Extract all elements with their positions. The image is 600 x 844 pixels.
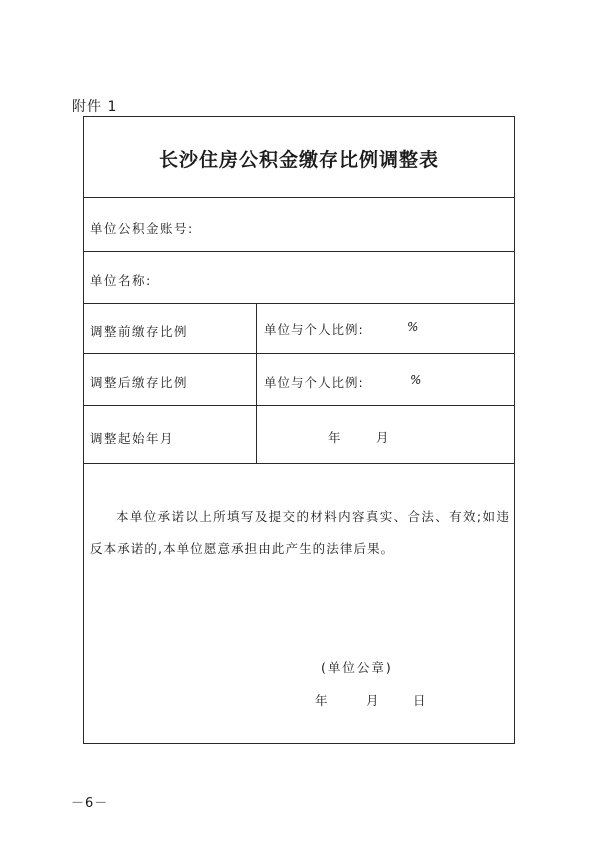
- column-divider: [256, 406, 257, 463]
- before-percent-sign: %: [407, 320, 419, 334]
- unit-name-row: [84, 252, 514, 304]
- unit-seal-label: (单位公章): [321, 660, 393, 675]
- sign-day-label: 日: [413, 693, 426, 708]
- start-date-row: [84, 406, 514, 464]
- sign-year-label: 年: [315, 693, 328, 708]
- before-ratio-row: [84, 304, 514, 354]
- column-divider: [256, 354, 257, 405]
- adjustment-form: [83, 116, 515, 744]
- attachment-label: 附件 1: [72, 99, 118, 115]
- after-unit-personal-ratio-label: 单位与个人比例:: [264, 375, 364, 390]
- account-row: [84, 198, 514, 252]
- page-number: －6－: [71, 796, 109, 811]
- unit-name-label: 单位名称:: [90, 273, 152, 288]
- after-ratio-row: [84, 354, 514, 406]
- form-title: 长沙住房公积金缴存比例调整表: [158, 149, 439, 171]
- commitment-statement: 本单位承诺以上所填写及提交的材料内容真实、合法、有效;如违反本承诺的,本单位愿意承担由此产生的法律后果。: [90, 509, 510, 556]
- before-unit-personal-ratio-label: 单位与个人比例:: [264, 322, 364, 337]
- start-year-label: 年: [328, 430, 341, 445]
- sign-month-label: 月: [366, 693, 379, 708]
- after-ratio-label: 调整后缴存比例: [90, 375, 189, 390]
- column-divider: [256, 304, 257, 353]
- after-percent-sign: %: [410, 373, 422, 387]
- account-label: 单位公积金账号:: [90, 221, 194, 236]
- start-month-label: 月: [376, 430, 389, 445]
- start-date-label: 调整起始年月: [90, 431, 175, 446]
- title-row: [84, 117, 514, 198]
- before-ratio-label: 调整前缴存比例: [90, 324, 189, 339]
